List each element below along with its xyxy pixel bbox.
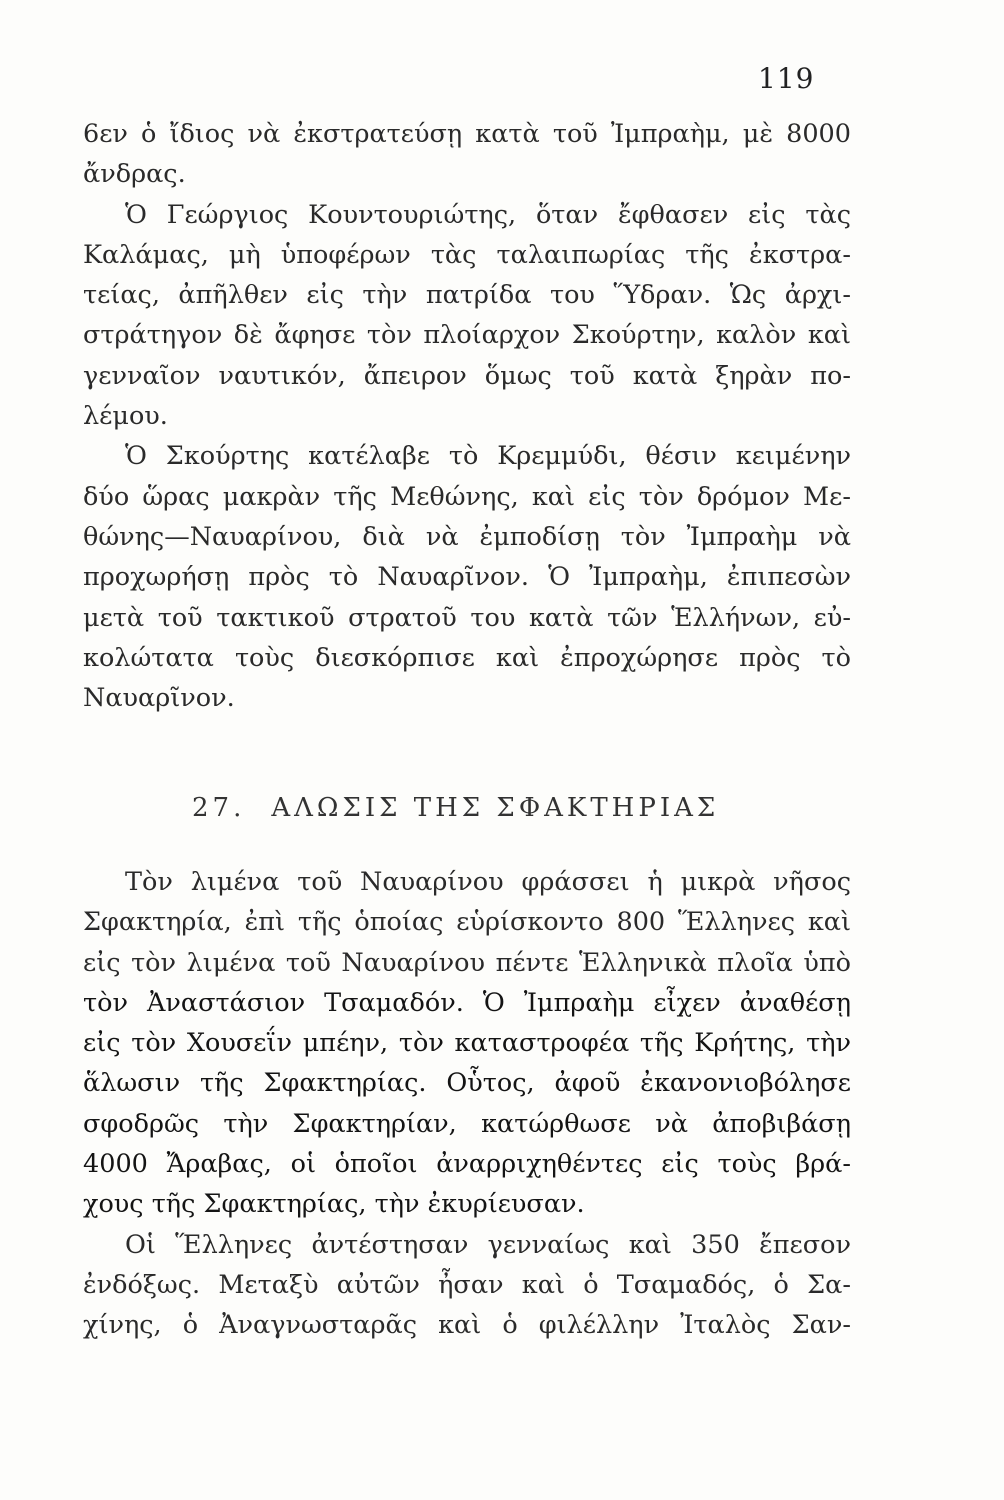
paragraph-start-line: Τὸν λιμένα τοῦ Ναυαρίνου φράσσει ἡ μικρὰ νῆσος (125, 867, 851, 897)
text-line: κολώτατα τοὺς διεσκόρπισε καὶ ἐπροχώρησε πρὸς τὸ (83, 642, 851, 673)
text-line: προχωρήσῃ πρὸς τὸ Ναυαρῖνον. Ὁ Ἰμπραὴμ, ἐπιπεσὼν (83, 562, 851, 593)
paragraph-start-line: Οἱ Ἕλληνες ἀντέστησαν γενναίως καὶ 350 ἔπεσον (125, 1229, 851, 1260)
paragraph-start-line: Ὁ Σκούρτης κατέλαβε τὸ Κρεμμύδι, θέσιν κειμένην (125, 441, 851, 472)
text-line: ἐνδόξως. Μεταξὺ αὐτῶν ἦσαν καὶ ὁ Τσαμαδός, ὁ Σα- (83, 1269, 851, 1300)
text-line: σφοδρῶς τὴν Σφακτηρίαν, κατώρθωσε νὰ ἀποβιβάσῃ (83, 1108, 851, 1139)
text-line: δύο ὥρας μακρὰν τῆς Μεθώνης, καὶ εἰς τὸν δρόμον Με- (83, 481, 851, 512)
text-line: χους τῆς Σφακτηρίας, τὴν ἐκυρίευσαν. (83, 1189, 585, 1220)
text-line: ἄνδρας. (83, 159, 186, 190)
text-line: χίνης, ὁ Ἀναγνωσταρᾶς καὶ ὁ φιλέλλην Ἰταλὸς Σαν- (83, 1310, 851, 1341)
page-number: 119 (758, 62, 815, 95)
text-line: μετὰ τοῦ τακτικοῦ στρατοῦ του κατὰ τῶν Ἑλλήνων, εὐ- (83, 602, 851, 633)
text-line: ἅλωσιν τῆς Σφακτηρίας. Οὗτος, ἀφοῦ ἐκανονιοβόλησε (83, 1068, 851, 1099)
text-line: εἰς τὸν λιμένα τοῦ Ναυαρίνου πέντε Ἑλληνικὰ πλοῖα ὑπὸ (83, 947, 851, 978)
text-block-section-26 (83, 114, 851, 718)
text-line: 4000 Ἄραβας, οἱ ὁποῖοι ἀναρριχηθέντες εἰς τοὺς βρά- (83, 1149, 851, 1180)
text-line: Σφακτηρία, ἐπὶ τῆς ὁποίας εὑρίσκοντο 800 Ἕλληνες καὶ (83, 907, 851, 938)
text-line: στράτηγον δὲ ἄφησε τὸν πλοίαρχον Σκούρτην, καλὸν καὶ (83, 320, 851, 351)
text-line: Ναυαρῖνον. (83, 683, 235, 714)
text-line: Καλάμας, μὴ ὑποφέρων τὰς ταλαιπωρίας τῆς ἐκστρα- (83, 239, 851, 270)
text-line: λέμου. (83, 401, 168, 432)
section-heading (192, 793, 719, 823)
text-line: τείας, ἀπῆλθεν εἰς τὴν πατρίδα του Ὕδραν. Ὡς ἀρχι- (83, 280, 851, 311)
text-line: τὸν Ἀναστάσιον Τσαμαδόν. Ὁ Ἰμπραὴμ εἶχεν ἀναθέσῃ (83, 987, 851, 1018)
paragraph-start-line: Ὁ Γεώργιος Κουντουριώτης, ὅταν ἔφθασεν εἰς τὰς (125, 199, 851, 230)
section-number: 27. (192, 793, 246, 823)
text-line: γενναῖον ναυτικόν, ἄπειρον ὅμως τοῦ κατὰ ξηρὰν πο- (83, 360, 851, 391)
text-line: 6εν ὁ ἴδιος νὰ ἐκστρατεύσῃ κατὰ τοῦ Ἰμπραὴμ, μὲ 8000 (83, 119, 851, 149)
text-block-section-27 (83, 862, 851, 1346)
text-line: εἰς τὸν Χουσεΐν μπέην, τὸν καταστροφέα τῆς Κρήτης, τὴν (83, 1028, 851, 1059)
text-line: θώνης—Ναυαρίνου, διὰ νὰ ἐμποδίσῃ τὸν Ἰμπραὴμ νὰ (83, 521, 851, 552)
section-title: ΑΛΩΣΙΣ ΤΗΣ ΣΦΑΚΤΗΡΙΑΣ (271, 793, 720, 823)
